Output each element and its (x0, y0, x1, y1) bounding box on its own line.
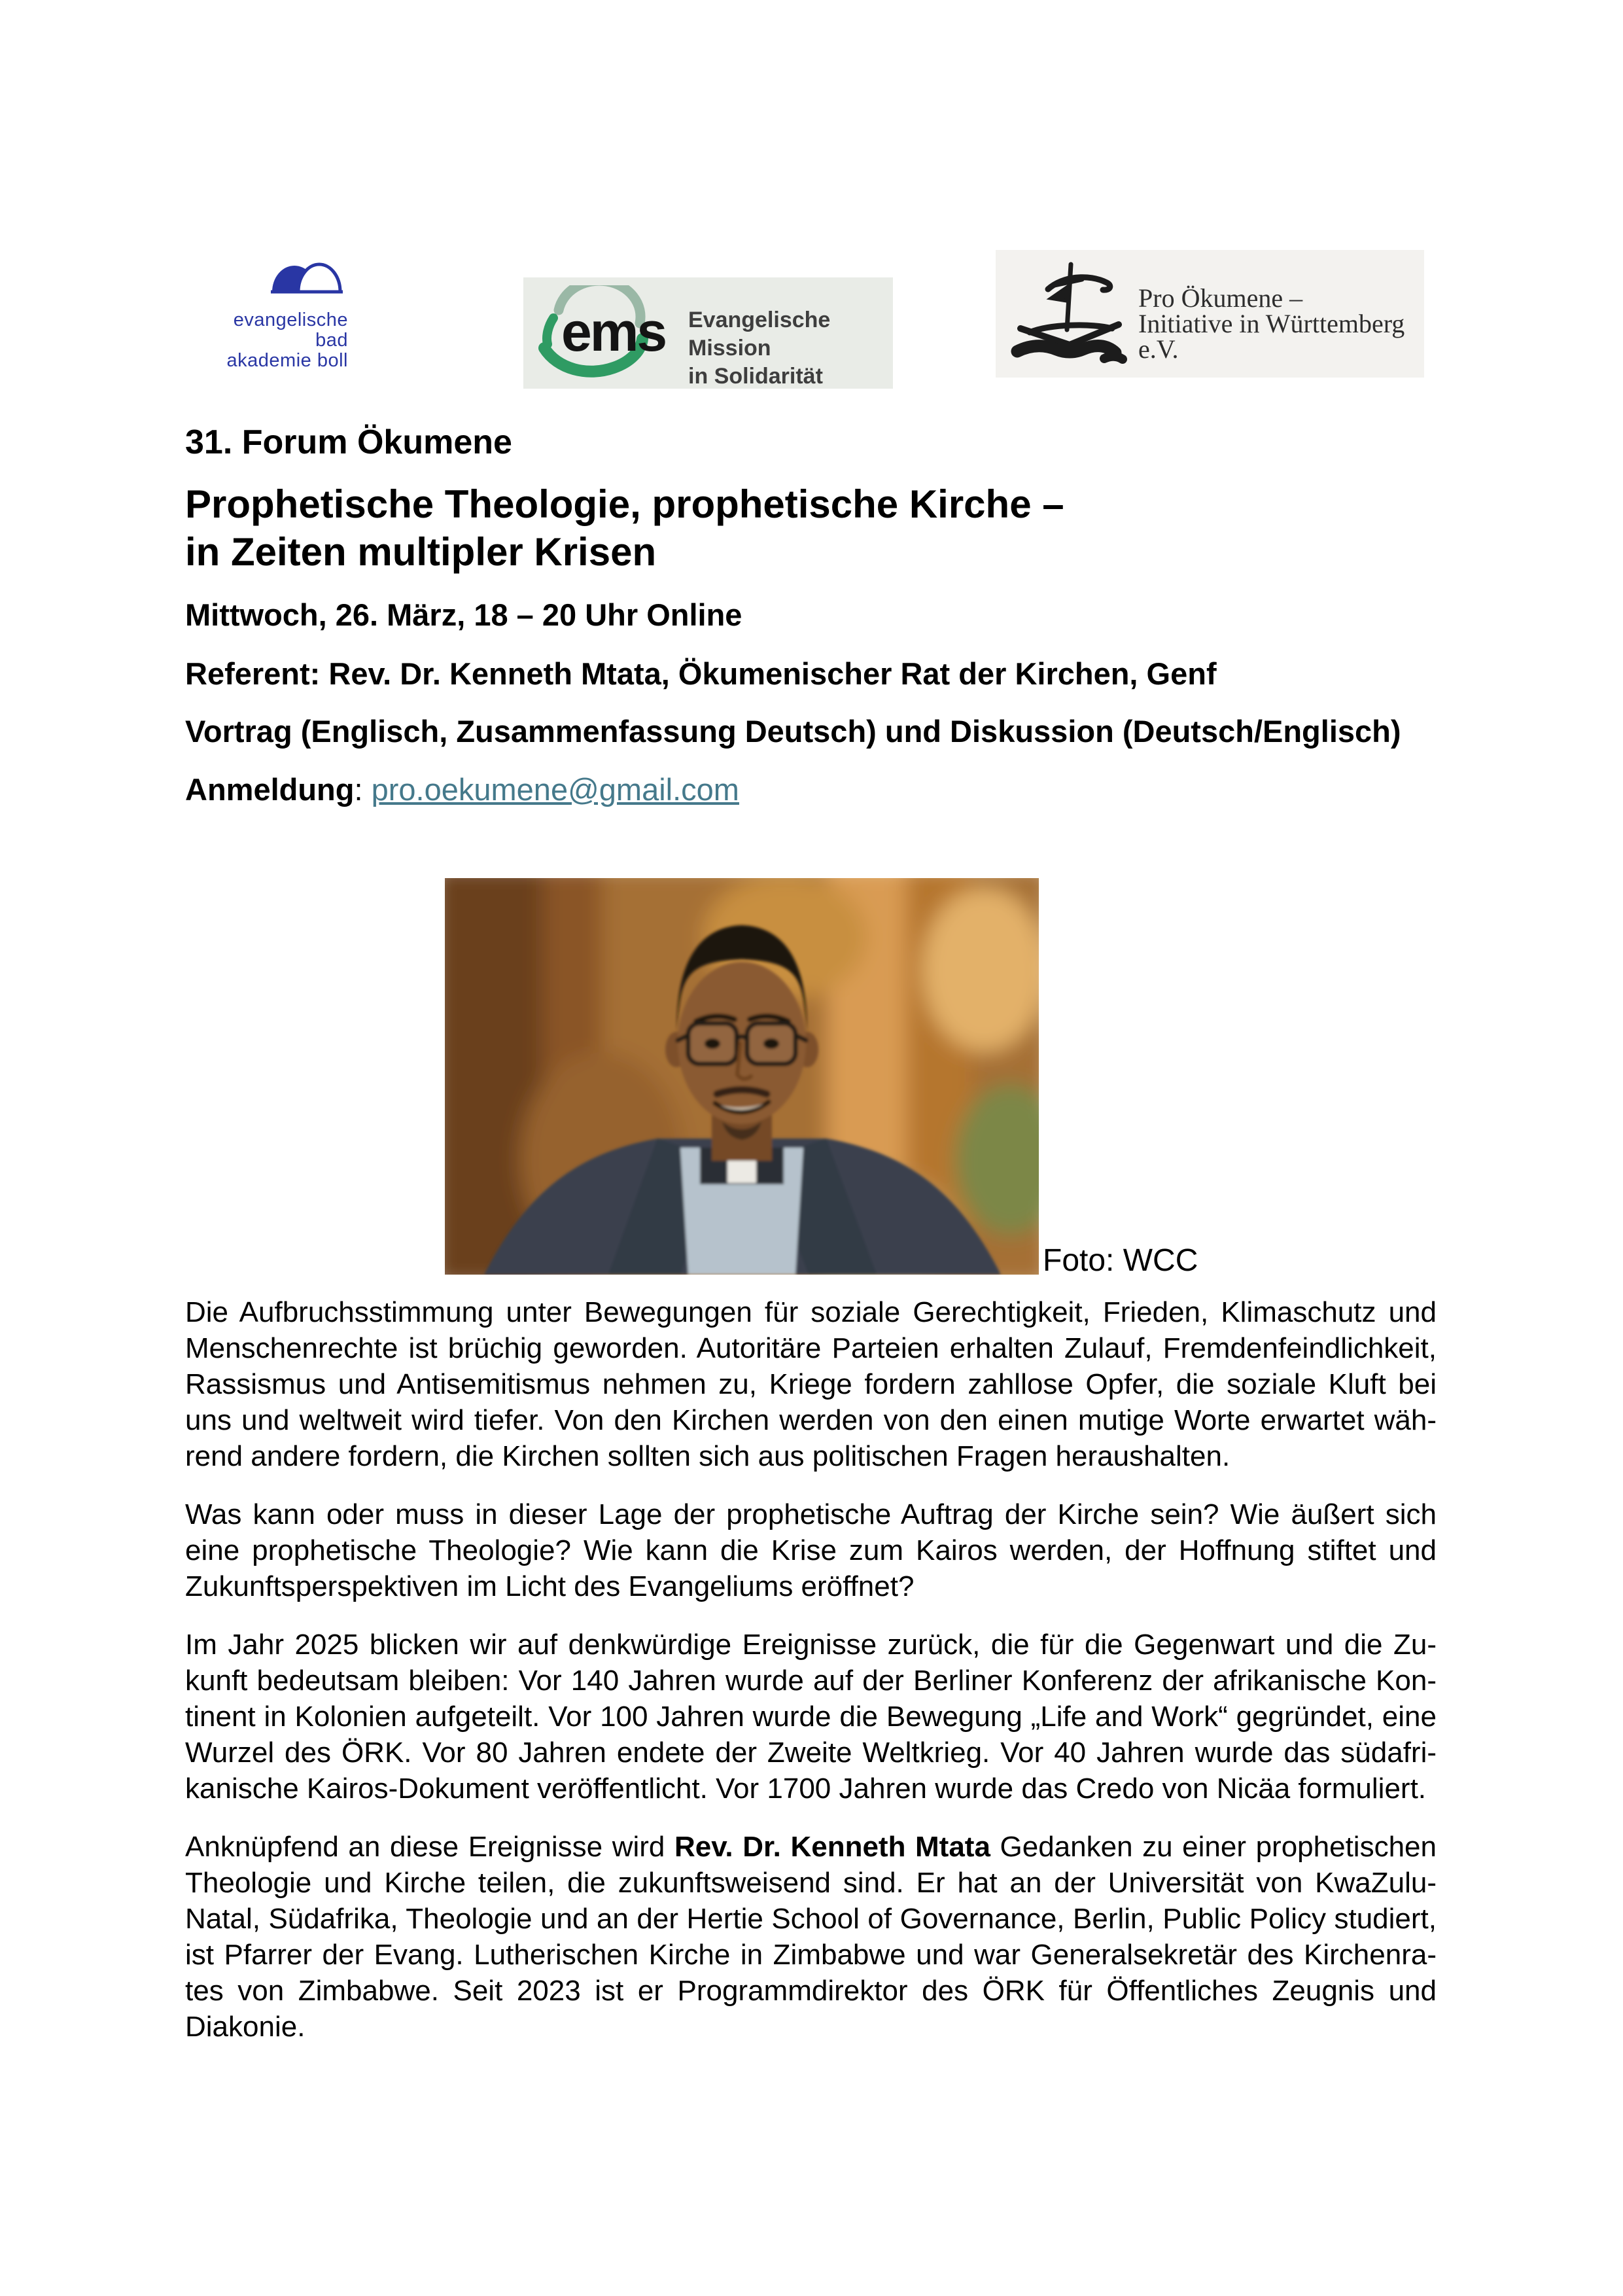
format-line: Vortrag (Englisch, Zusammenfassung Deutsch) und Diskussion (Deutsch/Englisch) (185, 714, 1401, 749)
text-line: Diakonie. (185, 2011, 305, 2043)
text-line: Natal, Südafrika, Theologie und an der Hertie School of Governance, Berlin, Public Policy studiert, (185, 1903, 1437, 1935)
text-line: ist Pfarrer der Evang. Lutherischen Kirche in Zimbabwe und war Generalsekretär des Kirchenra- (185, 1939, 1437, 1971)
page-title (185, 480, 1064, 576)
body-paragraphs (185, 1294, 1437, 2067)
text-line: kanische Kairos-Dokument veröffentlicht. Vor 1700 Jahren wurde das Credo von Nicäa formuliert. (185, 1773, 1427, 1805)
ems-logo (523, 277, 893, 389)
registration-email-link[interactable]: pro.oekumene@gmail.com (371, 772, 739, 807)
paragraph (185, 1496, 1437, 1604)
ems-logo-line1: Evangelische Mission (688, 308, 831, 361)
bad-boll-logo-line2: akademie boll (226, 350, 348, 371)
registration-separator: : (354, 772, 372, 807)
speaker-photo (445, 878, 1039, 1275)
ems-abbr: ems (561, 301, 666, 362)
pro-oekumene-logo (996, 250, 1424, 378)
speaker-line: Referent: Rev. Dr. Kenneth Mtata, Ökumenischer Rat der Kirchen, Genf (185, 656, 1217, 691)
paragraph (185, 1627, 1437, 1807)
text-line: Theologie und Kirche teilen, die zukunftsweisend sind. Er hat an der Universität von KwaZulu- (185, 1867, 1437, 1899)
text-line: kunft bedeutsam bleiben: Vor 140 Jahren wurde auf der Berliner Konferenz der afrikanische Kon- (185, 1665, 1437, 1697)
ems-swirl-icon (530, 285, 667, 381)
event-date-line: Mittwoch, 26. März, 18 – 20 Uhr Online (185, 597, 742, 632)
text-line: tinent in Kolonien aufgeteilt. Vor 100 Jahren wurde die Bewegung „Life and Work“ gegründet, eine (185, 1701, 1437, 1733)
photo-credit: Foto: WCC (1043, 1243, 1198, 1278)
text-line: Rassismus und Antisemitismus nehmen zu, Kriege fordern zahllose Opfer, die soziale Kluft bei (185, 1368, 1437, 1400)
text-line: Was kann oder muss in dieser Lage der prophetische Auftrag der Kirche sein? Wie äußert sich (185, 1498, 1437, 1530)
text-line: tes von Zimbabwe. Seit 2023 ist er Programmdirektor des ÖRK für Öffentliches Zeugnis und (185, 1975, 1437, 2007)
paragraph (185, 1829, 1437, 2045)
ems-logo-line2: in Solidarität (688, 364, 823, 389)
pro-oekumene-logo-line1: Pro Ökumene – (1138, 283, 1303, 313)
registration-label: Anmeldung (185, 772, 355, 807)
page-title-line2: in Zeiten multipler Krisen (185, 530, 657, 574)
text-line: Die Aufbruchsstimmung unter Bewegungen für soziale Gerechtigkeit, Frieden, Klimaschutz und (185, 1296, 1437, 1328)
text-line: Im Jahr 2025 blicken wir auf denkwürdige Ereignisse zurück, die für die Gegenwart und die Zu- (185, 1629, 1437, 1661)
pro-oekumene-logo-line2: Initiative in Württemberg e.V. (1138, 309, 1405, 364)
paragraph (185, 1294, 1437, 1474)
speaker-portrait-image (445, 878, 1039, 1275)
bad-boll-logo-line1: evangelische bad (233, 309, 348, 351)
boat-cross-icon (1007, 259, 1132, 367)
text-line: Anknüpfend an diese Ereignisse wird Rev. Dr. Kenneth Mtata Gedanken zu einer prophetischen (185, 1831, 1437, 1863)
text-line: eine prophetische Theologie? Wie kann die Krise zum Kairos werden, der Hoffnung stiftet und (185, 1534, 1437, 1566)
text-line: uns und weltweit wird tiefer. Von den Kirchen werden von den einen mutige Worte erwartet wäh- (185, 1404, 1437, 1436)
text-line: Zukunftsperspektiven im Licht des Evangeliums eröffnet? (185, 1570, 915, 1602)
text-line: rend andere fordern, die Kirchen sollten sich aus politischen Fragen heraushalten. (185, 1440, 1230, 1472)
bad-boll-logo (204, 260, 348, 371)
text-line: Menschenrechte ist brüchig geworden. Autoritäre Parteien erhalten Zulauf, Fremdenfeindlichkeit, (185, 1332, 1437, 1364)
forum-kicker: 31. Forum Ökumene (185, 423, 512, 461)
registration-line (185, 774, 739, 805)
text-line: Wurzel des ÖRK. Vor 80 Jahren endete der Zweite Weltkrieg. Vor 40 Jahren wurde das südafri- (185, 1737, 1437, 1769)
bad-boll-dome-icon (270, 260, 345, 294)
page-title-line1: Prophetische Theologie, prophetische Kirche – (185, 482, 1064, 526)
